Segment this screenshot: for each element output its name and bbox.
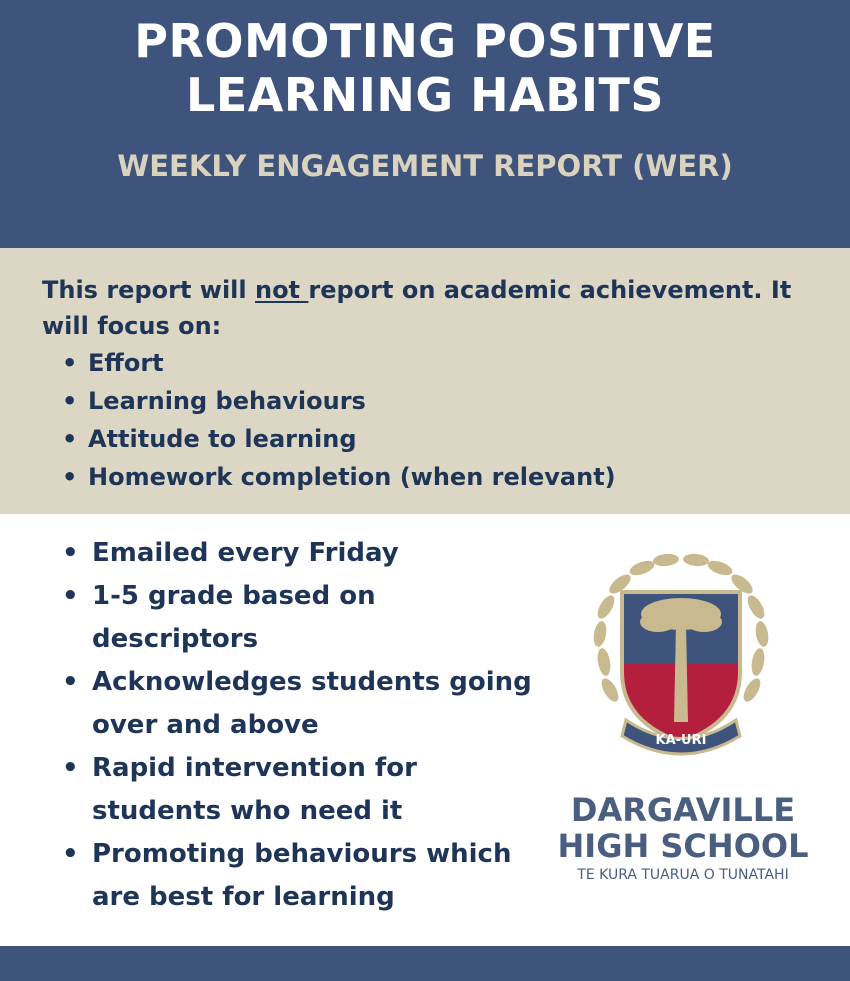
- school-crest-icon: [586, 552, 776, 767]
- page-title: [0, 14, 850, 122]
- list-item: • Attitude to learning: [62, 420, 616, 458]
- title-line-2: LEARNING HABITS: [186, 68, 664, 122]
- intro-text: [42, 272, 822, 344]
- list-item: • Effort: [62, 344, 616, 382]
- footer-bar: [0, 946, 850, 981]
- intro-text-after: report on academic achievement. It will focus on:: [42, 276, 792, 340]
- list-item: • Rapid intervention for students who need it: [62, 747, 542, 833]
- list-item: • Promoting behaviours which are best for learning: [62, 833, 542, 919]
- title-line-1: PROMOTING POSITIVE: [134, 14, 716, 68]
- school-name: [540, 792, 826, 864]
- header-banner: [0, 0, 850, 248]
- list-item: • Homework completion (when relevant): [62, 458, 616, 496]
- list-item: • Acknowledges students going over and above: [62, 661, 542, 747]
- list-item: • 1-5 grade based on descriptors: [62, 575, 542, 661]
- school-name-line-2: HIGH SCHOOL: [557, 827, 809, 865]
- crest-motto: KA-URI: [655, 733, 707, 748]
- list-item: • Emailed every Friday: [62, 532, 542, 575]
- intro-text-before: This report will: [42, 276, 255, 304]
- intro-section: [0, 248, 850, 514]
- page-subtitle: WEEKLY ENGAGEMENT REPORT (WER): [117, 149, 733, 183]
- intro-emphasis: not: [254, 276, 309, 304]
- list-item: • Learning behaviours: [62, 382, 616, 420]
- school-maori-name: TE KURA TUARUA O TUNATAHI: [577, 867, 789, 883]
- features-list: [62, 532, 542, 919]
- focus-list: [62, 344, 616, 496]
- school-name-line-1: DARGAVILLE: [570, 791, 796, 829]
